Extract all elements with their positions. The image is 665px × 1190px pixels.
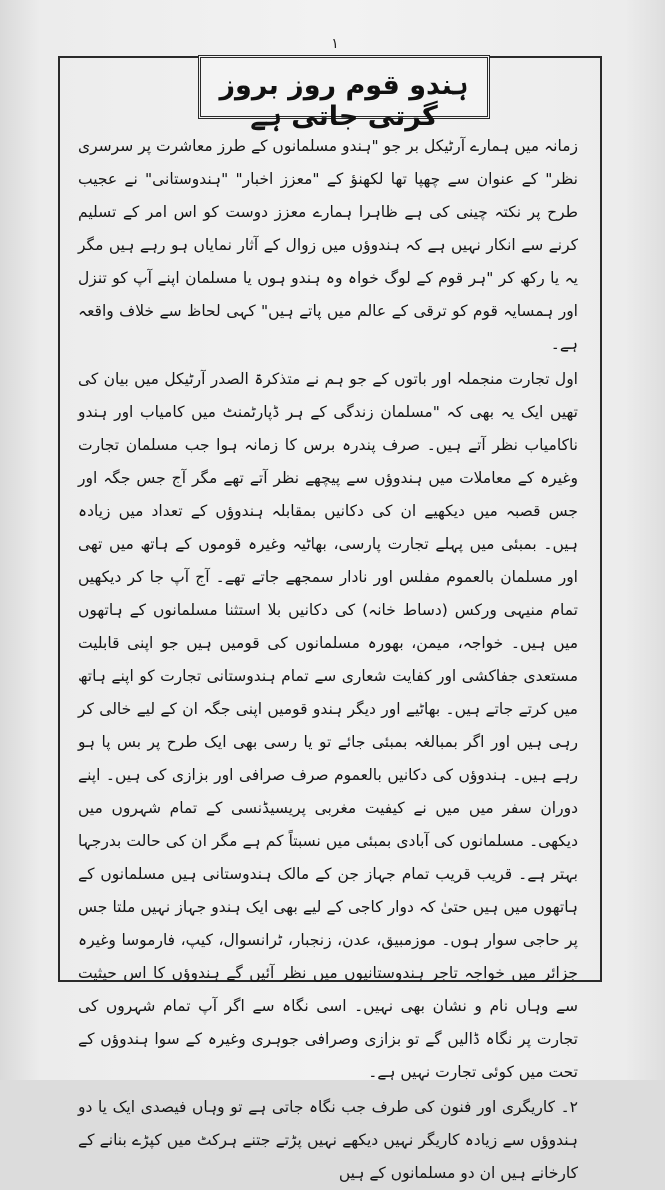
- body-text: [78, 130, 578, 1190]
- paragraph-trade: اول تجارت منجملہ اور باتوں کے جو ہم نے متذکرۃ الصدر آرٹیکل میں بیان کی تھیں ایک یہ بھی کہ "مسلمان زندگی کے ہر ڈپارٹمنٹ میں کامیاب اور ہندو ناکامیاب نظر آتے ہیں۔ صرف پندرہ برس کا زمانہ ہوا جب مسلمان تجارت وغیرہ کے معاملات میں ہندوؤں سے پیچھے نظر آتے تھے مگر آج جس جگہ اور جس قصبہ میں دیکھیے ان کی دکانیں بمقابلہ ہندوؤں کے تعداد میں زیادہ ہیں۔ بمبئی میں پہلے تجارت پارسی، بھاٹیہ وغیرہ قوموں کے ہاتھ میں تھی اور مسلمان بالعموم مفلس اور نادار سمجھے جاتے تھے۔ آج آپ جا کر دیکھیں تمام منیہی ورکس (دساط خانہ) کی دکانیں بلا استثنا مسلمانوں کے ہاتھوں میں ہیں۔ خواجہ، میمن، بھورہ مسلمانوں کی قومیں ہیں جو اپنی قابلیت مستعدی جفاکشی اور کفایت شعاری سے تمام ہندوستانی تجارت کو اپنے ہاتھ میں کرتے جاتے ہیں۔ بھاٹیے اور دیگر ہندو قومیں اپنی جگہ ان کے لیے خالی کر رہی ہیں اور اگر بمبالغہ بمبئی جائے تو یا رسی بھی ایک طرح پر بس پا ہو رہے ہیں۔ ہندوؤں کی دکانیں بالعموم صرف صرافی اور بزازی کی ہیں۔ اپنے دوران سفر میں میں نے کیفیت مغربی پریسیڈنسی کے تمام شہروں میں دیکھی۔ مسلمانوں کی آبادی بمبئی میں نسبتاً کم ہے مگر ان کی حالت بدرجہا بہتر ہے۔ قریب قریب تمام جہاز جن کے مالک ہندوستانی ہیں مسلمانوں کے ہاتھوں میں ہیں حتیٰ کہ دوار کاجی کے لیے بھی ایک ہندو جہاز نہیں ملتا جس پر حاجی سوار ہوں۔ موزمبیق، عدن، زنجبار، ٹرانسوال، کیپ، فارموسا وغیرہ جزائر میں خواجہ تاجر ہندوستانیوں میں نظر آئیں گے ہندوؤں کا اس حیثیت سے وہاں نام و نشان بھی نہیں۔ اسی نگاہ سے اگر آپ تمام شہروں کی تجارت پر نگاہ ڈالیں گے تو بزازی وصرافی جوہری وغیرہ کے سوا ہندوؤں کے تحت میں کوئی تجارت نہیں ہے۔: [78, 370, 578, 1081]
- page-title: ہندو قوم روز بروز گرتی جاتی ہے: [219, 70, 469, 132]
- page-number: ۱: [331, 36, 339, 52]
- title-box: [198, 55, 490, 132]
- paragraph-crafts: ۲۔ کاریگری اور فنون کی طرف جب نگاہ جاتی ہے تو وہاں فیصدی ایک یا دو ہندوؤں سے زیادہ کاریگر نہیں دیکھے نہیں پڑتے جتنے ہرکٹ میں کپڑے بنانے کے کارخانے ہیں ان دو مسلمانوں کے ہیں: [78, 1098, 578, 1182]
- paragraph-intro: زمانہ میں ہمارے آرٹیکل بر جو "ہندو مسلمانوں کے طرز معاشرت پر سرسری نظر" کے عنوان سے چھپا تھا لکھنؤ کے "معزز اخبار" "ہندوستانی" نے عجیب طرح پر نکتہ چینی کی ہے ظاہرا ہمارے معزز دوست کو اس امر کے تسلیم کرنے سے انکار نہیں ہے کہ ہندوؤں میں زوال کے آثار نمایاں ہو رہے ہیں مگر یہ یا رکھ کر "ہر قوم کے لوگ خواہ وہ ہندو ہوں یا مسلمان اپنے آپ کو تنزل اور ہمسایہ قوم کو ترقی کے عالم میں پاتے ہیں" کہی لحاظ سے خلاف واقعہ ہے۔: [78, 137, 578, 353]
